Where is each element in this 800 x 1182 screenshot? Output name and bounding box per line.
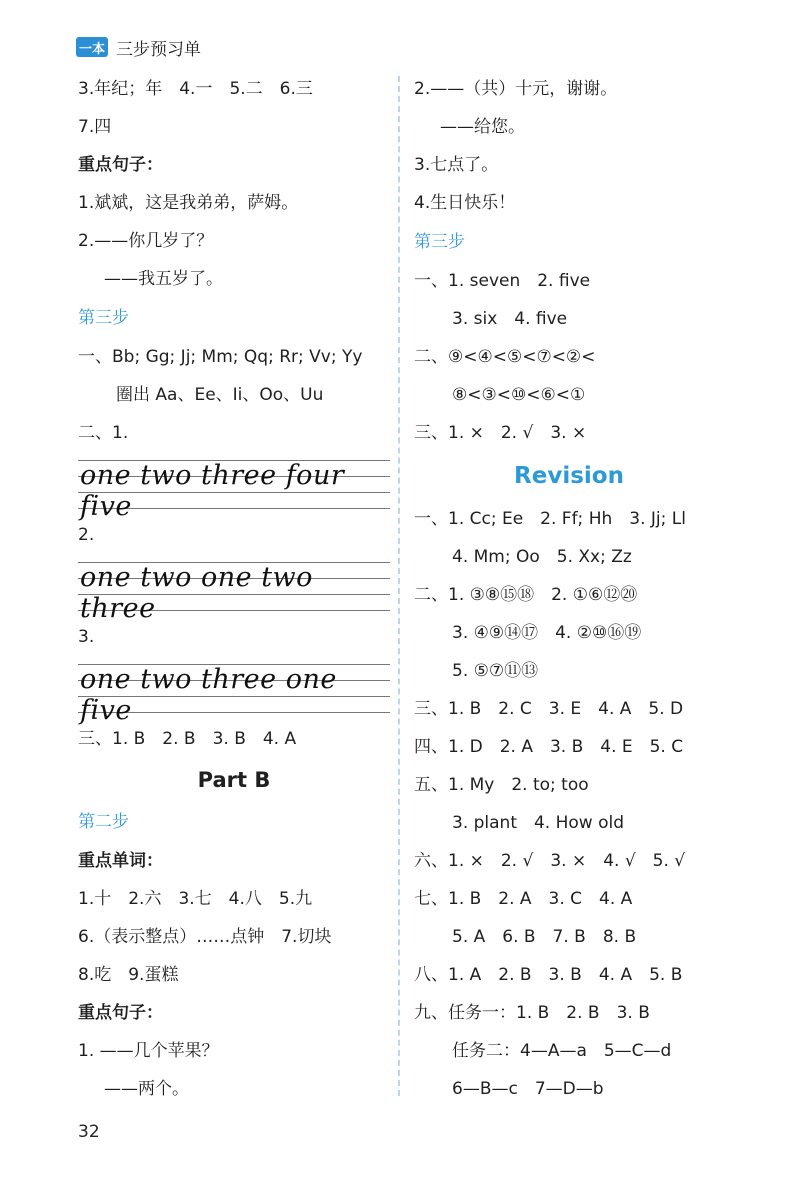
answer-line: 6.（表示整点）……点钟 7.切块	[78, 927, 332, 947]
answer-line: ⑧<③<⑩<⑥<①	[452, 385, 586, 405]
answer-line: 6—B—c 7—D—b	[452, 1079, 604, 1099]
answer-line: 2.——你几岁了？	[78, 231, 214, 251]
answer-line: 5. A 6. B 7. B 8. B	[452, 927, 637, 947]
answer-line: 3.	[78, 627, 95, 647]
book-title: 三步预习单	[116, 39, 201, 60]
answer-line: ——给您。	[440, 117, 525, 137]
answer-line: 九、任务一：1. B 2. B 3. B	[414, 1003, 650, 1023]
answer-line: 一、1. Cc; Ee 2. Ff; Hh 3. Jj; Ll	[414, 509, 686, 529]
answer-line: 三、1. B 2. B 3. B 4. A	[78, 729, 297, 749]
section-heading: 重点句子：	[78, 155, 163, 175]
answer-line: 1. ——几个苹果？	[78, 1041, 219, 1061]
answer-line: 5. ⑤⑦⑪⑬	[452, 661, 539, 681]
step-heading: 第三步	[78, 308, 129, 328]
answer-line: 三、1. × 2. √ 3. ×	[414, 423, 587, 443]
answer-line: 3. plant 4. How old	[452, 813, 625, 833]
answer-line: 3.年纪；年 4.一 5.二 6.三	[78, 79, 313, 99]
right-column	[414, 70, 724, 1108]
answer-line: 1.斌斌，这是我弟弟，萨姆。	[78, 193, 299, 213]
answer-line: ——两个。	[104, 1079, 189, 1099]
answer-line: 3.七点了。	[414, 155, 499, 175]
brand-logo: 一本	[76, 37, 108, 57]
answer-line: 八、1. A 2. B 3. B 4. A 5. B	[414, 965, 683, 985]
answer-line: 一、Bb; Gg; Jj; Mm; Qq; Rr; Vv; Yy	[78, 347, 363, 367]
answer-line: 六、1. × 2. √ 3. × 4. √ 5. √	[414, 851, 686, 871]
answer-line: 4. Mm; Oo 5. Xx; Zz	[452, 547, 632, 567]
answer-line: 一、1. seven 2. five	[414, 271, 591, 291]
answer-line: 三、1. B 2. C 3. E 4. A 5. D	[414, 699, 684, 719]
answer-line: 圈出 Aa、Ee、Ii、Oo、Uu	[116, 385, 324, 405]
left-column	[78, 70, 390, 1108]
column-divider	[398, 76, 400, 1096]
answer-line: 二、1.	[78, 423, 129, 443]
answer-line: 3. six 4. five	[452, 309, 568, 329]
answer-line: 2.——（共）十元，谢谢。	[414, 79, 618, 99]
answer-line: 1.十 2.六 3.七 4.八 5.九	[78, 889, 313, 909]
answer-line: 8.吃 9.蛋糕	[78, 965, 179, 985]
handwriting-block	[78, 558, 390, 624]
answer-line: 五、1. My 2. to; too	[414, 775, 589, 795]
handwriting-text: one two one two three	[80, 562, 313, 624]
answer-line: 四、1. D 2. A 3. B 4. E 5. C	[414, 737, 684, 757]
page-header	[76, 34, 201, 60]
answer-line: 3. ④⑨⑭⑰ 4. ②⑩⑯⑲	[452, 623, 642, 643]
section-heading: 重点句子：	[78, 1003, 163, 1023]
handwriting-block	[78, 456, 390, 522]
handwriting-block	[78, 660, 390, 726]
answer-line: 二、⑨<④<⑤<⑦<②<	[414, 347, 596, 367]
answer-line: 4.生日快乐！	[414, 193, 516, 213]
step-heading: 第三步	[414, 232, 465, 252]
answer-line: 7.四	[78, 117, 112, 137]
part-title: Part B	[197, 768, 271, 792]
answer-line: 七、1. B 2. A 3. C 4. A	[414, 889, 633, 909]
answer-line: 2.	[78, 525, 95, 545]
revision-title: Revision	[514, 463, 624, 489]
step-heading: 第二步	[78, 812, 129, 832]
answer-line: ——我五岁了。	[104, 269, 223, 289]
handwriting-text: one two three one five	[80, 664, 337, 726]
section-heading: 重点单词：	[78, 851, 163, 871]
handwriting-text: one two three four five	[80, 460, 345, 522]
answer-line: 任务二：4—A—a 5—C—d	[452, 1041, 672, 1061]
page-number: 32	[78, 1122, 100, 1142]
answer-line: 二、1. ③⑧⑮⑱ 2. ①⑥⑫⑳	[414, 585, 638, 605]
